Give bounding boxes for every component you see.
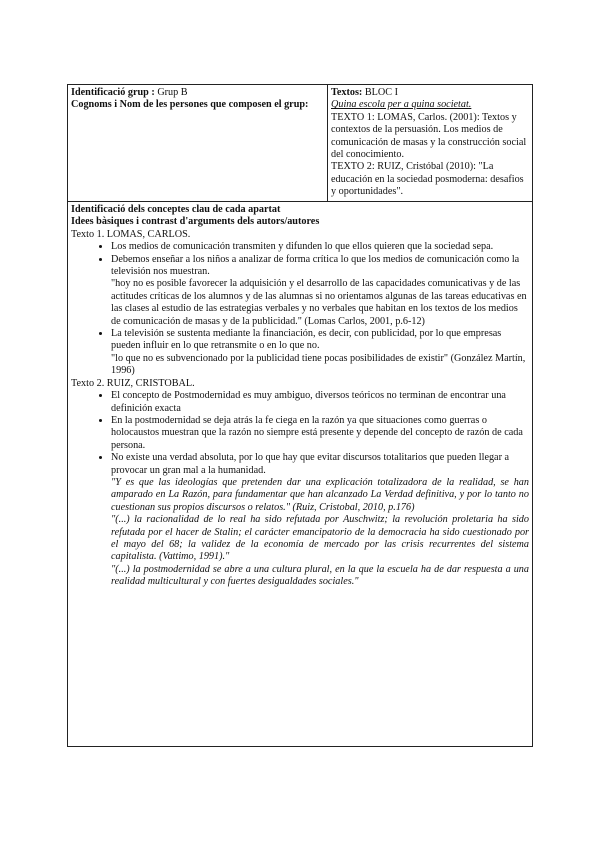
list-item-text: • El concepto de Postmodernidad es muy ambiguo, diversos teóricos no terminan de encontrar una definición exacta bbox=[111, 390, 506, 414]
header-row bbox=[68, 85, 533, 202]
group-line bbox=[71, 87, 324, 99]
texto2-title: Texto 2. RUIZ, CRISTOBAL. bbox=[71, 377, 195, 389]
texto2-list bbox=[71, 390, 529, 589]
list-item-text: • Los medios de comunicación transmiten y difunden lo que ellos quieren que la sociedad sepa. bbox=[111, 241, 494, 253]
subtitle: Quina escola per a quina societat. bbox=[331, 99, 472, 111]
list-item-text: • En la postmodernidad se deja atrás la fe ciega en la razón ya que situaciones como guerras o holocaustos muestran que la razón no siempre está presente y depende del concepto de razón de cada persona. bbox=[111, 414, 523, 451]
list-item bbox=[111, 452, 529, 588]
quote-ruiz: "Y es que las ideologías que pretenden dar una explicación totalizadora de la realidad, se han amparado en La Razón, para fundamentar que han alcanzado La Verdad definitiva, y por lo tanto no cuestionan sus propios discursos o relatos." (Ruiz, Cristobal, 2010, p.176) bbox=[111, 476, 529, 513]
list-item bbox=[111, 390, 529, 415]
heading-key-concepts: Identificació dels conceptes clau de cada apartat bbox=[71, 204, 281, 215]
group-label: Identificació grup : bbox=[71, 87, 155, 98]
list-item bbox=[111, 241, 529, 253]
heading-basic-ideas: Idees bàsiques i contrast d'arguments dels autors/autores bbox=[71, 216, 320, 228]
texts-label: Textos: bbox=[331, 87, 363, 98]
list-item-quote: "hoy no es posible favorecer la adquisición y el desarrollo de las capacidades comunicativas y de las actitudes críticas de los alumnos y de las alumnas si no orientamos algunas de las tareas educativas en las clases al estudio de las estrategias verbales y no verbales que habitan en los textos de los medios de comunicación de masas y de la publicidad." (Lomas Carlos, 2001, p.6-12) bbox=[111, 278, 527, 327]
quote-postmodernity: "(...) la postmodernidad se abre a una cultura plural, en la que la escuela ha de dar respuesta a una realidad multicultural y con fuertes desigualdades sociales." bbox=[111, 563, 529, 588]
list-item-text: • La televisión se sustenta mediante la financiación, es decir, con publicidad, por lo que empresas pueden influir en lo que retransmite o en lo que no. bbox=[111, 328, 502, 352]
quote-vattimo: "(...) la racionalidad de lo real ha sido refutada por Auschwitz; la revolución proletaria ha sido refutada por el hacer de Stalin; el carácter emancipatorio de la democracia ha sido cuestionado por el mayo del 68; la validez de la economía de mercado por las crisis recurrentes del sistema capitalista. (Vattimo, 1991)." bbox=[111, 514, 529, 563]
texto1-title: Texto 1. LOMAS, CARLOS. bbox=[71, 228, 191, 240]
texts-cell bbox=[328, 85, 533, 202]
body-cell bbox=[68, 202, 533, 747]
members-label: Cognoms i Nom de les persones que composen el grup: bbox=[71, 99, 309, 111]
group-cell bbox=[68, 85, 328, 202]
body-row bbox=[68, 202, 533, 747]
list-item-text: • Debemos enseñar a los niños a analizar de forma crítica lo que los medios de comunicación como la televisión nos muestran. bbox=[111, 253, 520, 278]
text1-reference: TEXTO 1: LOMAS, Carlos. (2001): Textos y contextos de la persuasión. Los medios de comunicación de masas y la construcción social del conocimiento. bbox=[331, 111, 527, 161]
list-item bbox=[111, 328, 529, 378]
group-value: Grup B bbox=[154, 87, 188, 98]
list-item bbox=[111, 254, 529, 328]
list-item-text: • No existe una verdad absoluta, por lo que hay que evitar discursos totalitarios que pueden llegar a provocar un gran mal a la humanidad. bbox=[111, 452, 510, 476]
list-item bbox=[111, 415, 529, 452]
report-table bbox=[67, 84, 533, 747]
texts-value: BLOC I bbox=[362, 87, 398, 98]
texts-line bbox=[331, 87, 529, 99]
text2-reference: TEXTO 2: RUIZ, Cristóbal (2010): "La educación en la sociedad posmoderna: desafios y oportunidades". bbox=[331, 161, 524, 198]
texto1-list bbox=[71, 241, 529, 377]
list-item-quote: "lo que no es subvencionado por la publicidad tiene pocas posibilidades de existir" (González Martín, 1996) bbox=[111, 352, 526, 377]
